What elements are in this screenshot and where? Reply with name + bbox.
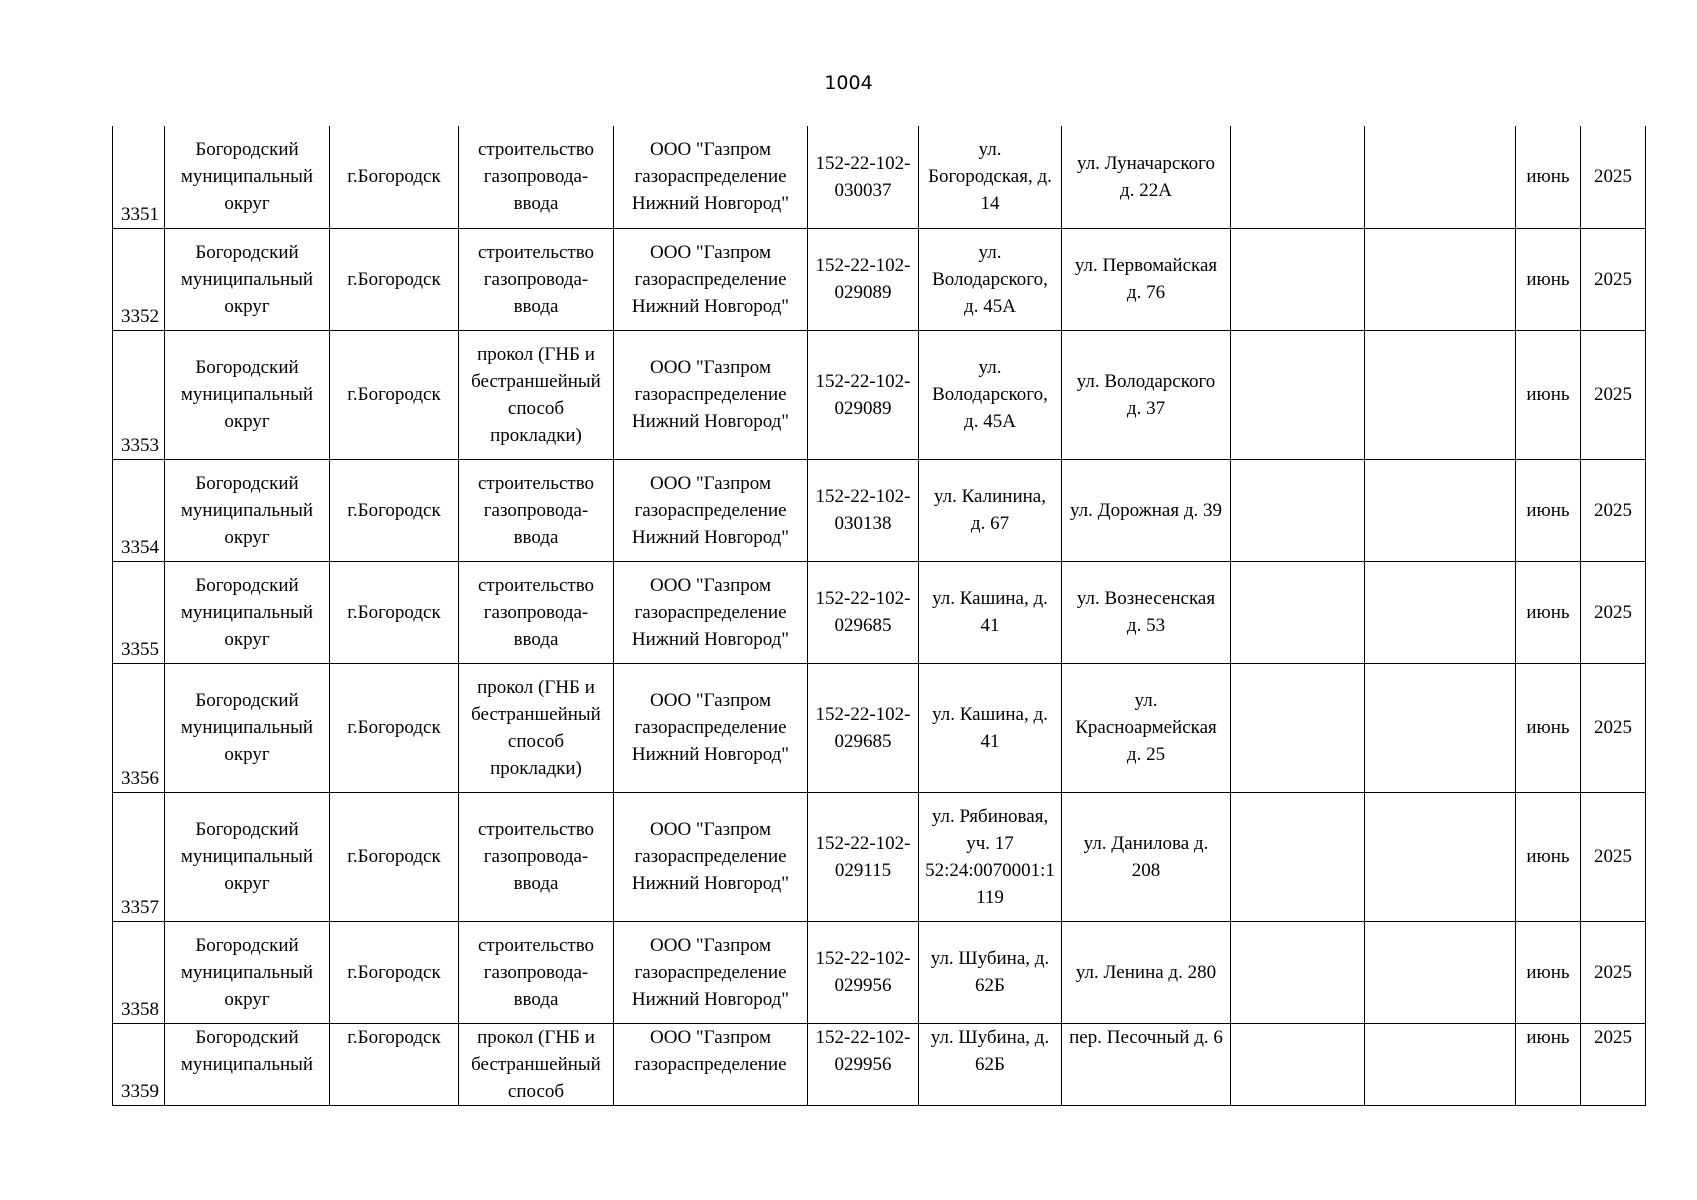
work-type-cell [459,330,614,459]
to-address-cell-text: ул. Данилова д. 208 [1083,832,1209,881]
empty-cell [1231,561,1365,663]
year-cell [1581,792,1646,921]
city-cell-text: г.Богородск [347,499,441,521]
from-address-cell-text: ул. Кашина, д. 41 [932,588,1048,636]
year-cell-text: 2025 [1594,499,1632,521]
month-cell-text: июнь [1526,499,1570,521]
year-cell [1581,228,1646,330]
district-cell-text: Богородский муниципальный округ [180,472,314,548]
city-cell-text: г.Богородск [347,601,441,623]
organization-cell [614,792,808,921]
month-cell-text: июнь [1526,384,1570,405]
city-cell-text: г.Богородск [347,717,441,738]
table-row [113,459,1646,561]
permit-code-cell [808,126,919,228]
row-number [113,126,165,228]
work-type-cell [459,1023,614,1105]
row-number-text: 3354 [121,536,159,558]
organization-cell-text: ООО "Газпром газораспределение Нижний Новгород" [631,934,790,1010]
row-number [113,459,165,561]
district-cell [165,1023,330,1105]
district-cell-text: Богородский муниципальный округ [180,241,314,317]
table-row [113,126,1646,228]
row-number [113,1023,165,1105]
table-row [113,921,1646,1023]
register-table [112,126,1646,1106]
city-cell-text: г.Богородск [347,846,441,867]
work-type-cell [459,459,614,561]
district-cell [165,561,330,663]
organization-cell [614,330,808,459]
organization-cell-text: ООО "Газпром газораспределение Нижний Новгород" [631,574,790,650]
month-cell-text: июнь [1526,268,1570,290]
empty-cell [1365,792,1516,921]
work-type-cell-text: строительство газопровода- ввода [477,574,595,650]
district-cell [165,330,330,459]
year-cell-text: 2025 [1594,601,1632,623]
to-address-cell [1062,459,1231,561]
from-address-cell-text: ул. Кашина, д. 41 [932,703,1048,752]
table-row [113,228,1646,330]
month-cell [1516,459,1581,561]
year-cell-text: 2025 [1594,166,1632,188]
month-cell-text: июнь [1526,846,1570,867]
row-number-text: 3358 [121,998,159,1020]
organization-cell [614,663,808,792]
organization-cell-text: ООО "Газпром газораспределение Нижний Новгород" [631,139,790,215]
permit-code-cell-text: 152-22-102- 029956 [815,948,911,996]
district-cell-text: Богородский муниципальный округ [180,690,314,765]
work-type-cell-text: строительство газопровода- ввода [477,139,595,215]
district-cell-text: Богородский муниципальный округ [180,139,314,215]
empty-cell [1365,1023,1516,1105]
month-cell [1516,228,1581,330]
city-cell [330,921,459,1023]
to-address-cell-text: ул. Красноармейская д. 25 [1075,690,1217,765]
year-cell [1581,459,1646,561]
to-address-cell [1062,330,1231,459]
organization-cell-text: ООО "Газпром газораспределение Нижний Новгород" [631,819,790,894]
row-number [113,228,165,330]
month-cell [1516,126,1581,228]
to-address-cell-text: пер. Песочный д. 6 [1069,1026,1223,1048]
row-number-text: 3351 [121,203,159,225]
city-cell [330,1023,459,1105]
from-address-cell-text: ул. Володарского, д. 45А [932,357,1048,432]
from-address-cell-text: ул. Шубина, д. 62Б [930,1026,1050,1075]
work-type-cell-text: прокол (ГНБ и бестраншейный способ [471,1026,601,1102]
city-cell [330,663,459,792]
organization-cell [614,228,808,330]
to-address-cell-text: ул. Луначарского д. 22А [1077,152,1215,201]
city-cell-text: г.Богородск [347,166,441,188]
year-cell [1581,561,1646,663]
permit-code-cell-text: 152-22-102- 030037 [815,152,911,201]
empty-cell [1365,330,1516,459]
district-cell [165,228,330,330]
year-cell-text: 2025 [1594,384,1632,405]
month-cell [1516,663,1581,792]
to-address-cell [1062,228,1231,330]
from-address-cell-text: ул. Володарского, д. 45А [932,241,1048,317]
work-type-cell-text: строительство газопровода- ввода [477,241,595,317]
city-cell [330,459,459,561]
permit-code-cell-text: 152-22-102- 029956 [815,1026,911,1075]
table-row [113,663,1646,792]
year-cell-text: 2025 [1594,846,1632,867]
month-cell [1516,1023,1581,1105]
empty-cell [1365,921,1516,1023]
district-cell-text: Богородский муниципальный округ [180,574,314,650]
table-body [113,126,1646,1105]
to-address-cell [1062,561,1231,663]
from-address-cell [919,561,1062,663]
empty-cell [1231,792,1365,921]
month-cell [1516,792,1581,921]
work-type-cell-text: строительство газопровода- ввода [477,934,595,1010]
permit-code-cell [808,330,919,459]
work-type-cell [459,921,614,1023]
to-address-cell [1062,663,1231,792]
city-cell-text: г.Богородск [347,384,441,405]
to-address-cell-text: ул. Володарского д. 37 [1076,370,1216,419]
permit-code-cell [808,921,919,1023]
page-number: 1004 [824,72,873,94]
from-address-cell [919,1023,1062,1105]
organization-cell [614,921,808,1023]
row-number [113,921,165,1023]
year-cell-text: 2025 [1594,268,1632,290]
organization-cell [614,126,808,228]
empty-cell [1365,228,1516,330]
work-type-cell-text: прокол (ГНБ и бестраншейный способ прокладки) [471,676,601,779]
district-cell [165,459,330,561]
work-type-cell-text: строительство газопровода- ввода [477,819,595,894]
to-address-cell [1062,921,1231,1023]
month-cell-text: июнь [1526,1026,1570,1048]
work-type-cell-text: строительство газопровода- ввода [477,472,595,548]
from-address-cell-text: ул. Калинина, д. 67 [933,486,1046,534]
from-address-cell-text: ул. Рябиновая, уч. 17 52:24:0070001:1 119 [925,805,1055,908]
permit-code-cell [808,663,919,792]
city-cell-text: г.Богородск [347,268,441,290]
month-cell-text: июнь [1526,961,1570,983]
permit-code-cell [808,1023,919,1105]
row-number [113,330,165,459]
organization-cell [614,1023,808,1105]
month-cell-text: июнь [1526,166,1570,188]
work-type-cell [459,561,614,663]
city-cell [330,330,459,459]
organization-cell [614,561,808,663]
from-address-cell [919,228,1062,330]
table-row [113,792,1646,921]
work-type-cell [459,792,614,921]
month-cell [1516,561,1581,663]
empty-cell [1365,459,1516,561]
from-address-cell [919,459,1062,561]
row-number-text: 3352 [121,305,159,327]
year-cell [1581,126,1646,228]
organization-cell [614,459,808,561]
row-number-text: 3355 [121,638,159,660]
organization-cell-text: ООО "Газпром газораспределение Нижний Новгород" [631,690,790,765]
district-cell [165,792,330,921]
district-cell-text: Богородский муниципальный округ [180,819,314,894]
row-number-text: 3357 [121,896,159,918]
work-type-cell-text: прокол (ГНБ и бестраншейный способ прокладки) [471,343,601,446]
empty-cell [1231,921,1365,1023]
district-cell [165,126,330,228]
empty-cell [1231,330,1365,459]
from-address-cell [919,330,1062,459]
to-address-cell [1062,792,1231,921]
to-address-cell-text: ул. Вознесенская д. 53 [1076,588,1216,636]
row-number [113,561,165,663]
from-address-cell-text: ул. Шубина, д. 62Б [930,948,1050,996]
from-address-cell [919,921,1062,1023]
row-number-text: 3356 [121,767,159,789]
year-cell [1581,921,1646,1023]
to-address-cell-text: ул. Ленина д. 280 [1075,961,1217,983]
district-cell [165,663,330,792]
empty-cell [1365,126,1516,228]
permit-code-cell [808,792,919,921]
from-address-cell [919,126,1062,228]
permit-code-cell-text: 152-22-102- 030138 [815,486,911,534]
month-cell-text: июнь [1526,601,1570,623]
row-number-text: 3359 [121,1080,159,1102]
empty-cell [1231,663,1365,792]
year-cell-text: 2025 [1594,1026,1632,1048]
city-cell [330,792,459,921]
city-cell [330,126,459,228]
organization-cell-text: ООО "Газпром газораспределение [634,1026,787,1075]
to-address-cell [1062,126,1231,228]
city-cell-text: г.Богородск [347,961,441,983]
district-cell-text: Богородский муниципальный округ [180,357,314,432]
permit-code-cell [808,459,919,561]
to-address-cell [1062,1023,1231,1105]
permit-code-cell [808,228,919,330]
empty-cell [1231,228,1365,330]
permit-code-cell-text: 152-22-102- 029115 [815,832,911,881]
district-cell [165,921,330,1023]
from-address-cell [919,663,1062,792]
work-type-cell [459,228,614,330]
month-cell [1516,921,1581,1023]
row-number-text: 3353 [121,434,159,456]
permit-code-cell-text: 152-22-102- 029685 [815,703,911,752]
from-address-cell-text: ул. Богородская, д. 14 [928,139,1052,215]
year-cell-text: 2025 [1594,717,1632,738]
city-cell [330,228,459,330]
empty-cell [1231,126,1365,228]
year-cell [1581,1023,1646,1105]
empty-cell [1365,663,1516,792]
empty-cell [1231,459,1365,561]
city-cell-text: г.Богородск [347,1026,441,1048]
row-number [113,792,165,921]
city-cell [330,561,459,663]
from-address-cell [919,792,1062,921]
empty-cell [1365,561,1516,663]
table-row [113,561,1646,663]
year-cell [1581,663,1646,792]
empty-cell [1231,1023,1365,1105]
work-type-cell [459,126,614,228]
to-address-cell-text: ул. Первомайская д. 76 [1074,255,1218,303]
work-type-cell [459,663,614,792]
table-row [113,1023,1646,1105]
to-address-cell-text: ул. Дорожная д. 39 [1069,499,1223,521]
organization-cell-text: ООО "Газпром газораспределение Нижний Новгород" [631,241,790,317]
month-cell-text: июнь [1526,717,1570,738]
permit-code-cell-text: 152-22-102- 029685 [815,588,911,636]
permit-code-cell-text: 152-22-102- 029089 [815,370,911,419]
permit-code-cell-text: 152-22-102- 029089 [815,255,911,303]
row-number [113,663,165,792]
year-cell [1581,330,1646,459]
table-row [113,330,1646,459]
organization-cell-text: ООО "Газпром газораспределение Нижний Новгород" [631,472,790,548]
permit-code-cell [808,561,919,663]
organization-cell-text: ООО "Газпром газораспределение Нижний Новгород" [631,357,790,432]
month-cell [1516,330,1581,459]
district-cell-text: Богородский муниципальный округ [180,934,314,1010]
year-cell-text: 2025 [1594,961,1632,983]
district-cell-text: Богородский муниципальный [180,1026,314,1075]
